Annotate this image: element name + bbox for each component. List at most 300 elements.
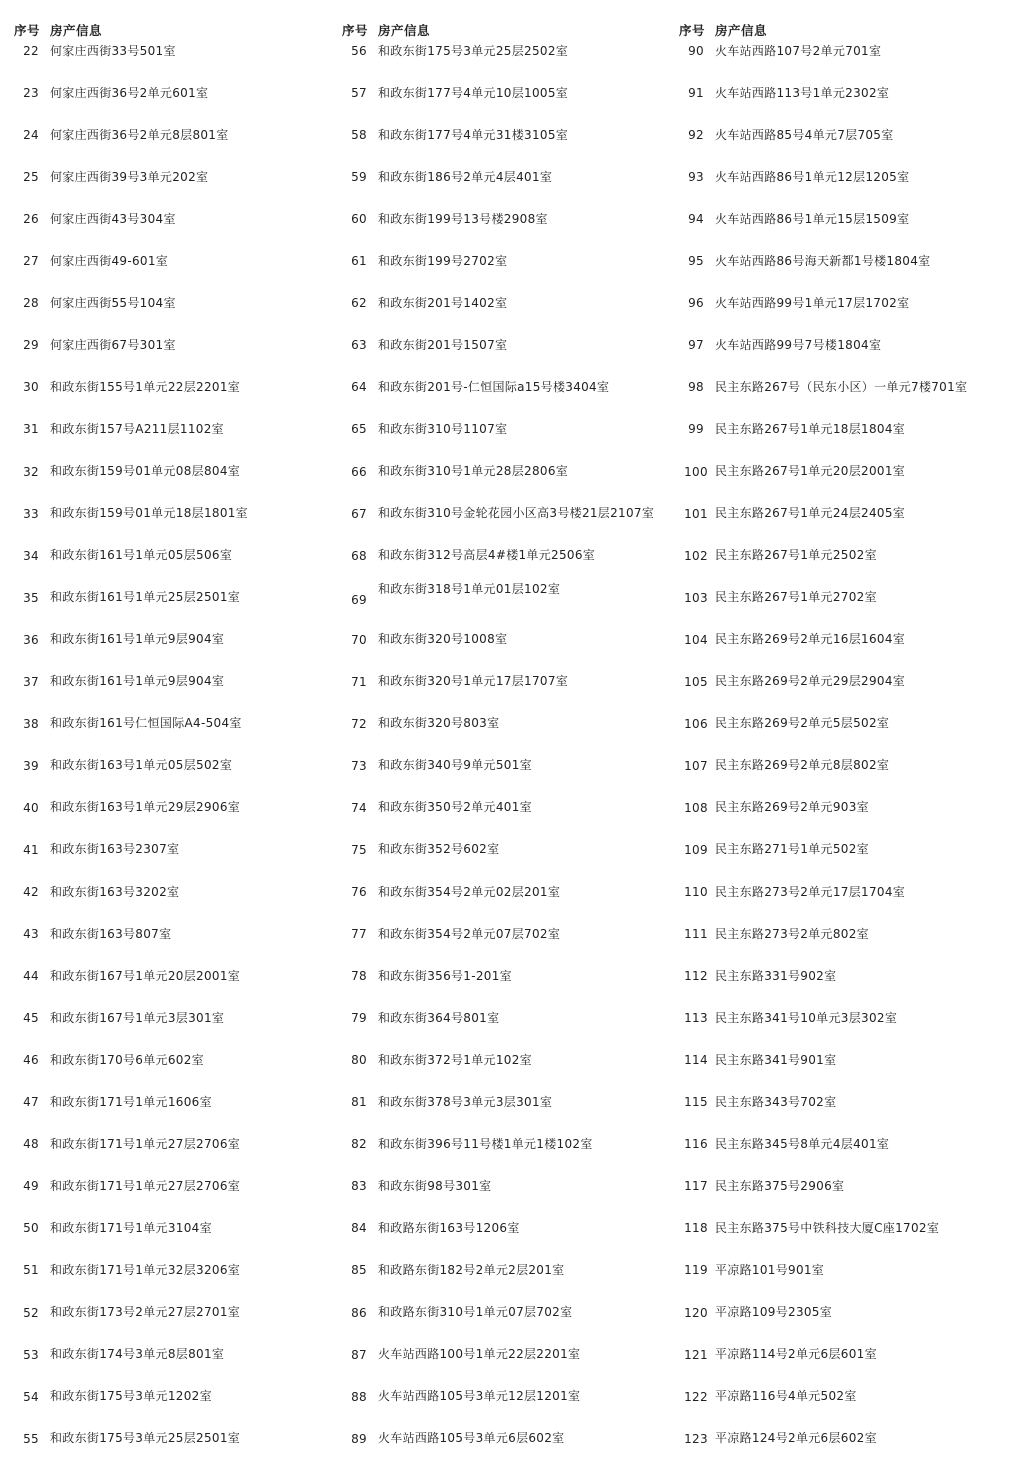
table-row bbox=[14, 1207, 334, 1249]
row-serial-number: 83 bbox=[351, 1179, 367, 1194]
row-property-info: 火车站西路86号1单元15层1509室 bbox=[715, 211, 910, 226]
row-property-info: 和政东街312号高层4#楼1单元2506室 bbox=[378, 548, 596, 563]
property-column-2 bbox=[342, 18, 672, 1446]
row-serial-number: 105 bbox=[684, 674, 708, 689]
row-serial-number: 92 bbox=[688, 128, 704, 143]
row-property-info: 和政东街201号1402室 bbox=[378, 295, 508, 310]
row-property-info: 和政东街161号仁恒国际A4-504室 bbox=[50, 716, 242, 731]
row-property-info: 和政东街163号2307室 bbox=[50, 842, 180, 857]
row-serial-number: 45 bbox=[23, 1011, 39, 1026]
row-serial-number: 74 bbox=[351, 800, 367, 815]
row-property-info: 民主东路271号1单元502室 bbox=[715, 842, 869, 857]
row-serial-number: 35 bbox=[23, 590, 39, 605]
row-serial-number: 113 bbox=[684, 1011, 708, 1026]
row-property-info: 平凉路101号901室 bbox=[715, 1262, 825, 1277]
row-serial-number: 29 bbox=[23, 338, 39, 353]
row-property-info: 和政东街175号3单元25层2501室 bbox=[50, 1431, 241, 1446]
row-serial-number: 59 bbox=[351, 170, 367, 185]
row-property-info: 民主东路331号902室 bbox=[715, 968, 837, 983]
table-row bbox=[14, 72, 334, 114]
row-property-info: 和政东街177号4单元31楼3105室 bbox=[378, 127, 569, 142]
row-property-info: 和政东街310号1107室 bbox=[378, 421, 508, 436]
table-row bbox=[679, 997, 1015, 1039]
row-serial-number: 46 bbox=[23, 1053, 39, 1068]
row-property-info: 平凉路124号2单元6层602室 bbox=[715, 1431, 877, 1446]
row-serial-number: 87 bbox=[351, 1347, 367, 1362]
table-row bbox=[342, 114, 672, 156]
row-serial-number: 23 bbox=[23, 86, 39, 101]
row-property-info: 和政东街175号3单元25层2502室 bbox=[378, 43, 569, 58]
table-row bbox=[342, 535, 672, 577]
table-row bbox=[342, 198, 672, 240]
row-property-info: 和政东街171号1单元27层2706室 bbox=[50, 1136, 241, 1151]
row-serial-number: 38 bbox=[23, 716, 39, 731]
row-property-info: 和政东街320号1008室 bbox=[378, 632, 508, 647]
row-serial-number: 107 bbox=[684, 758, 708, 773]
table-row bbox=[342, 1334, 672, 1376]
row-property-info: 民主东路269号2单元8层802室 bbox=[715, 758, 890, 773]
row-property-info: 何家庄西街49-601室 bbox=[50, 253, 169, 268]
row-serial-number: 118 bbox=[684, 1221, 708, 1236]
row-property-info: 和政东街155号1单元22层2201室 bbox=[50, 379, 241, 394]
row-property-info: 和政东街161号1单元9层904室 bbox=[50, 632, 225, 647]
row-property-info: 何家庄西街43号304室 bbox=[50, 211, 176, 226]
row-property-info: 和政路东街163号1206室 bbox=[378, 1220, 520, 1235]
row-property-info: 何家庄西街36号2单元8层801室 bbox=[50, 127, 229, 142]
table-row bbox=[14, 955, 334, 997]
table-row bbox=[679, 1081, 1015, 1123]
row-serial-number: 43 bbox=[23, 927, 39, 942]
header-serial-number: 序号 bbox=[14, 23, 41, 38]
row-property-info: 民主东路269号2单元16层1604室 bbox=[715, 632, 906, 647]
table-row bbox=[679, 955, 1015, 997]
row-serial-number: 120 bbox=[684, 1305, 708, 1320]
row-property-info: 民主东路345号8单元4层401室 bbox=[715, 1136, 890, 1151]
row-property-info: 火车站西路86号1单元12层1205室 bbox=[715, 169, 910, 184]
row-serial-number: 25 bbox=[23, 170, 39, 185]
table-row bbox=[679, 198, 1015, 240]
row-serial-number: 78 bbox=[351, 969, 367, 984]
row-serial-number: 68 bbox=[351, 548, 367, 563]
row-property-info: 平凉路109号2305室 bbox=[715, 1305, 833, 1319]
row-serial-number: 106 bbox=[684, 716, 708, 731]
row-serial-number: 108 bbox=[684, 800, 708, 815]
table-row bbox=[14, 1039, 334, 1081]
row-property-info: 民主东路269号2单元903室 bbox=[715, 800, 869, 815]
row-property-info: 和政路东街310号1单元07层702室 bbox=[378, 1305, 573, 1319]
row-serial-number: 61 bbox=[351, 254, 367, 269]
row-property-info: 和政东街167号1单元20层2001室 bbox=[50, 968, 241, 983]
row-property-info: 民主东路269号2单元5层502室 bbox=[715, 716, 890, 731]
row-serial-number: 88 bbox=[351, 1389, 367, 1404]
row-serial-number: 31 bbox=[23, 422, 39, 437]
row-property-info: 和政东街159号01单元18层1801室 bbox=[50, 506, 248, 521]
table-row bbox=[679, 1039, 1015, 1081]
row-serial-number: 84 bbox=[351, 1221, 367, 1236]
row-serial-number: 30 bbox=[23, 380, 39, 395]
table-row bbox=[342, 997, 672, 1039]
table-row bbox=[679, 114, 1015, 156]
row-property-info: 平凉路116号4单元502室 bbox=[715, 1389, 857, 1404]
row-property-info: 火车站西路107号2单元701室 bbox=[715, 43, 882, 58]
table-row bbox=[342, 1418, 672, 1460]
table-row bbox=[679, 1334, 1015, 1376]
table-row bbox=[679, 1376, 1015, 1418]
table-row bbox=[14, 703, 334, 745]
row-property-info: 和政东街354号2单元07层702室 bbox=[378, 926, 561, 941]
row-property-info: 民主东路269号2单元29层2904室 bbox=[715, 674, 906, 689]
table-row bbox=[679, 619, 1015, 661]
table-row bbox=[679, 1165, 1015, 1207]
table-row bbox=[14, 1418, 334, 1460]
table-row bbox=[14, 871, 334, 913]
row-property-info: 火车站西路86号海天新都1号楼1804室 bbox=[715, 253, 931, 268]
row-property-info: 和政东街310号1单元28层2806室 bbox=[378, 464, 569, 478]
row-serial-number: 67 bbox=[351, 506, 367, 521]
table-row bbox=[679, 324, 1015, 366]
table-row bbox=[342, 156, 672, 198]
table-row bbox=[14, 156, 334, 198]
table-row bbox=[14, 366, 334, 408]
row-property-info: 和政东街177号4单元10层1005室 bbox=[378, 85, 569, 100]
header-property-info: 房产信息 bbox=[378, 23, 431, 38]
row-serial-number: 102 bbox=[684, 548, 708, 563]
row-property-info: 和政东街171号1单元27层2706室 bbox=[50, 1178, 241, 1193]
table-row bbox=[679, 240, 1015, 282]
row-serial-number: 37 bbox=[23, 674, 39, 689]
row-serial-number: 41 bbox=[23, 842, 39, 857]
row-serial-number: 94 bbox=[688, 212, 704, 227]
table-row bbox=[14, 997, 334, 1039]
row-serial-number: 77 bbox=[351, 927, 367, 942]
table-row bbox=[14, 198, 334, 240]
table-row bbox=[14, 324, 334, 366]
row-property-info: 和政东街163号1单元05层502室 bbox=[50, 758, 233, 773]
table-row bbox=[14, 282, 334, 324]
table-row bbox=[679, 493, 1015, 535]
row-serial-number: 40 bbox=[23, 800, 39, 815]
row-serial-number: 69 bbox=[351, 592, 367, 607]
table-row bbox=[679, 871, 1015, 913]
row-property-info: 何家庄西街39号3单元202室 bbox=[50, 169, 209, 184]
row-property-info: 和政东街320号803室 bbox=[378, 716, 500, 731]
row-property-info: 和政东街364号801室 bbox=[378, 1010, 500, 1025]
row-property-info: 和政东街159号01单元08层804室 bbox=[50, 464, 241, 478]
row-property-info: 民主东路375号2906室 bbox=[715, 1178, 845, 1193]
row-serial-number: 97 bbox=[688, 338, 704, 353]
row-serial-number: 49 bbox=[23, 1179, 39, 1194]
row-serial-number: 96 bbox=[688, 296, 704, 311]
table-row bbox=[342, 1039, 672, 1081]
table-row bbox=[342, 30, 672, 72]
row-property-info: 和政东街201号1507室 bbox=[378, 337, 508, 352]
table-row bbox=[14, 1376, 334, 1418]
row-property-info: 和政东街167号1单元3层301室 bbox=[50, 1010, 225, 1025]
table-row bbox=[14, 1292, 334, 1334]
row-serial-number: 104 bbox=[684, 632, 708, 647]
table-row bbox=[679, 1123, 1015, 1165]
table-row bbox=[342, 577, 672, 619]
row-serial-number: 36 bbox=[23, 632, 39, 647]
table-row bbox=[342, 745, 672, 787]
header-property-info: 房产信息 bbox=[50, 23, 103, 38]
row-serial-number: 50 bbox=[23, 1221, 39, 1236]
table-row bbox=[679, 408, 1015, 450]
table-row bbox=[342, 955, 672, 997]
row-serial-number: 56 bbox=[351, 44, 367, 58]
row-serial-number: 95 bbox=[688, 254, 704, 269]
row-serial-number: 82 bbox=[351, 1137, 367, 1152]
table-row bbox=[342, 72, 672, 114]
row-serial-number: 121 bbox=[684, 1347, 708, 1362]
table-row bbox=[679, 913, 1015, 955]
row-serial-number: 117 bbox=[684, 1179, 708, 1194]
row-property-info: 和政东街372号1单元102室 bbox=[378, 1052, 532, 1067]
row-serial-number: 60 bbox=[351, 212, 367, 227]
row-property-info: 和政东街201号-仁恒国际a15号楼3404室 bbox=[378, 379, 610, 394]
row-property-info: 和政东街350号2单元401室 bbox=[378, 800, 532, 815]
table-row bbox=[14, 408, 334, 450]
table-row bbox=[679, 745, 1015, 787]
row-serial-number: 63 bbox=[351, 338, 367, 353]
row-property-info: 民主东路267号（民东小区）一单元7楼701室 bbox=[715, 379, 968, 394]
row-property-info: 和政东街161号1单元9层904室 bbox=[50, 674, 225, 689]
row-serial-number: 75 bbox=[351, 842, 367, 857]
row-property-info: 火车站西路105号3单元12层1201室 bbox=[378, 1389, 581, 1404]
row-property-info: 和政东街199号13号楼2908室 bbox=[378, 211, 548, 226]
row-property-info: 和政东街378号3单元3层301室 bbox=[378, 1094, 553, 1109]
row-property-info: 何家庄西街67号301室 bbox=[50, 337, 176, 352]
table-row bbox=[342, 703, 672, 745]
row-property-info: 和政东街354号2单元02层201室 bbox=[378, 884, 561, 899]
table-row bbox=[14, 535, 334, 577]
row-property-info: 民主东路267号1单元24层2405室 bbox=[715, 506, 906, 521]
row-property-info: 和政东街318号1单元01层102室 bbox=[378, 581, 561, 596]
row-property-info: 民主东路273号2单元802室 bbox=[715, 926, 869, 941]
table-row bbox=[679, 451, 1015, 493]
table-row bbox=[679, 1207, 1015, 1249]
row-serial-number: 53 bbox=[23, 1347, 39, 1362]
row-property-info: 和政东街161号1单元05层506室 bbox=[50, 548, 233, 563]
header-serial-number: 序号 bbox=[342, 23, 369, 38]
row-property-info: 平凉路114号2单元6层601室 bbox=[715, 1347, 877, 1362]
property-column-1 bbox=[14, 18, 334, 1446]
row-serial-number: 115 bbox=[684, 1095, 708, 1110]
table-row bbox=[679, 703, 1015, 745]
row-serial-number: 122 bbox=[684, 1389, 708, 1404]
table-row bbox=[14, 1123, 334, 1165]
row-property-info: 火车站西路113号1单元2302室 bbox=[715, 85, 890, 100]
row-property-info: 和政东街352号602室 bbox=[378, 842, 500, 857]
table-row bbox=[14, 787, 334, 829]
row-property-info: 和政东街98号301室 bbox=[378, 1178, 492, 1193]
table-row bbox=[14, 493, 334, 535]
row-serial-number: 66 bbox=[351, 464, 367, 479]
row-serial-number: 58 bbox=[351, 128, 367, 143]
table-row bbox=[14, 451, 334, 493]
row-serial-number: 39 bbox=[23, 758, 39, 773]
table-row bbox=[342, 1376, 672, 1418]
row-property-info: 和政东街320号1单元17层1707室 bbox=[378, 674, 569, 689]
row-serial-number: 79 bbox=[351, 1011, 367, 1026]
row-property-info: 民主东路267号1单元20层2001室 bbox=[715, 464, 906, 478]
table-row bbox=[14, 30, 334, 72]
table-row bbox=[14, 829, 334, 871]
row-serial-number: 72 bbox=[351, 716, 367, 731]
table-row bbox=[342, 1081, 672, 1123]
row-serial-number: 62 bbox=[351, 296, 367, 311]
table-row bbox=[342, 1123, 672, 1165]
table-row bbox=[679, 156, 1015, 198]
table-row bbox=[14, 745, 334, 787]
row-property-info: 民主东路267号1单元2502室 bbox=[715, 548, 877, 563]
row-property-info: 何家庄西街33号501室 bbox=[50, 43, 176, 58]
row-property-info: 和政东街396号11号楼1单元1楼102室 bbox=[378, 1136, 593, 1151]
row-serial-number: 70 bbox=[351, 632, 367, 647]
table-row bbox=[679, 1292, 1015, 1334]
row-property-info: 和政东街171号1单元3104室 bbox=[50, 1220, 212, 1235]
row-property-info: 和政东街173号2单元27层2701室 bbox=[50, 1305, 241, 1319]
row-serial-number: 32 bbox=[23, 464, 39, 479]
row-serial-number: 33 bbox=[23, 506, 39, 521]
row-property-info: 民主东路375号中铁科技大厦C座1702室 bbox=[715, 1220, 940, 1235]
table-row bbox=[342, 661, 672, 703]
row-serial-number: 119 bbox=[684, 1263, 708, 1278]
row-serial-number: 65 bbox=[351, 422, 367, 437]
row-property-info: 民主东路341号901室 bbox=[715, 1052, 837, 1067]
table-row bbox=[14, 577, 334, 619]
row-property-info: 民主东路343号702室 bbox=[715, 1094, 837, 1109]
row-serial-number: 71 bbox=[351, 674, 367, 689]
table-row bbox=[342, 240, 672, 282]
row-serial-number: 22 bbox=[23, 44, 39, 58]
row-property-info: 和政东街161号1单元25层2501室 bbox=[50, 590, 241, 605]
row-property-info: 民主东路267号1单元18层1804室 bbox=[715, 421, 906, 436]
row-property-info: 和政东街174号3单元8层801室 bbox=[50, 1347, 225, 1362]
row-serial-number: 42 bbox=[23, 885, 39, 899]
table-row bbox=[679, 535, 1015, 577]
row-property-info: 民主东路341号10单元3层302室 bbox=[715, 1010, 898, 1025]
table-row bbox=[679, 30, 1015, 72]
row-serial-number: 114 bbox=[684, 1053, 708, 1068]
row-property-info: 和政东街356号1-201室 bbox=[378, 968, 512, 983]
table-row bbox=[14, 240, 334, 282]
table-row bbox=[679, 577, 1015, 619]
row-property-info: 和政东街170号6单元602室 bbox=[50, 1052, 204, 1067]
table-row bbox=[679, 661, 1015, 703]
row-serial-number: 98 bbox=[688, 380, 704, 395]
property-column-3 bbox=[679, 18, 1015, 1446]
row-serial-number: 57 bbox=[351, 86, 367, 101]
table-row bbox=[679, 282, 1015, 324]
row-property-info: 和政东街340号9单元501室 bbox=[378, 758, 532, 773]
row-property-info: 火车站西路99号1单元17层1702室 bbox=[715, 295, 910, 310]
row-serial-number: 100 bbox=[684, 464, 708, 479]
table-row bbox=[14, 1081, 334, 1123]
row-serial-number: 44 bbox=[23, 969, 39, 984]
row-serial-number: 34 bbox=[23, 548, 39, 563]
row-serial-number: 81 bbox=[351, 1095, 367, 1110]
row-serial-number: 47 bbox=[23, 1095, 39, 1110]
row-serial-number: 116 bbox=[684, 1137, 708, 1152]
row-serial-number: 93 bbox=[688, 170, 704, 185]
table-row bbox=[342, 366, 672, 408]
row-serial-number: 91 bbox=[688, 86, 704, 101]
row-serial-number: 52 bbox=[23, 1305, 39, 1320]
row-serial-number: 123 bbox=[684, 1431, 708, 1446]
row-property-info: 何家庄西街36号2单元601室 bbox=[50, 85, 209, 100]
row-serial-number: 64 bbox=[351, 380, 367, 395]
row-property-info: 和政路东街182号2单元2层201室 bbox=[378, 1262, 565, 1277]
table-row bbox=[342, 1249, 672, 1291]
table-row bbox=[14, 114, 334, 156]
row-serial-number: 101 bbox=[684, 506, 708, 521]
row-property-info: 和政东街171号1单元1606室 bbox=[50, 1094, 212, 1109]
row-property-info: 和政东街171号1单元32层3206室 bbox=[50, 1262, 241, 1277]
row-serial-number: 55 bbox=[23, 1431, 39, 1446]
table-row bbox=[342, 451, 672, 493]
row-property-info: 民主东路273号2单元17层1704室 bbox=[715, 884, 906, 899]
row-serial-number: 28 bbox=[23, 296, 39, 311]
row-property-info: 何家庄西街55号104室 bbox=[50, 295, 176, 310]
row-property-info: 民主东路267号1单元2702室 bbox=[715, 590, 877, 605]
row-property-info: 和政东街199号2702室 bbox=[378, 253, 508, 268]
table-row bbox=[14, 1249, 334, 1291]
row-serial-number: 27 bbox=[23, 254, 39, 269]
row-property-info: 和政东街157号A211层1102室 bbox=[50, 421, 224, 436]
table-row bbox=[679, 1418, 1015, 1460]
row-serial-number: 86 bbox=[351, 1305, 367, 1320]
row-serial-number: 48 bbox=[23, 1137, 39, 1152]
row-property-info: 和政东街163号3202室 bbox=[50, 884, 180, 899]
table-row bbox=[14, 1334, 334, 1376]
table-row bbox=[342, 871, 672, 913]
row-property-info: 和政东街163号807室 bbox=[50, 926, 172, 941]
row-serial-number: 80 bbox=[351, 1053, 367, 1068]
row-property-info: 和政东街186号2单元4层401室 bbox=[378, 169, 553, 184]
row-property-info: 和政东街175号3单元1202室 bbox=[50, 1389, 212, 1404]
header-property-info: 房产信息 bbox=[715, 23, 768, 38]
table-row bbox=[14, 661, 334, 703]
row-serial-number: 51 bbox=[23, 1263, 39, 1278]
table-row bbox=[342, 787, 672, 829]
table-row bbox=[342, 1165, 672, 1207]
row-serial-number: 112 bbox=[684, 969, 708, 984]
table-row bbox=[679, 829, 1015, 871]
row-serial-number: 85 bbox=[351, 1263, 367, 1278]
table-row bbox=[342, 493, 672, 535]
table-row bbox=[14, 619, 334, 661]
row-property-info: 火车站西路105号3单元6层602室 bbox=[378, 1431, 565, 1446]
row-property-info: 和政东街310号金轮花园小区高3号楼21层2107室 bbox=[378, 506, 655, 521]
table-row bbox=[342, 913, 672, 955]
table-row bbox=[679, 72, 1015, 114]
table-row bbox=[342, 1207, 672, 1249]
table-row bbox=[342, 1292, 672, 1334]
table-row bbox=[342, 829, 672, 871]
table-row bbox=[14, 1165, 334, 1207]
header-serial-number: 序号 bbox=[679, 23, 706, 38]
table-row bbox=[342, 619, 672, 661]
table-row bbox=[342, 324, 672, 366]
row-serial-number: 111 bbox=[684, 927, 708, 942]
row-serial-number: 99 bbox=[688, 422, 704, 437]
table-row bbox=[679, 787, 1015, 829]
row-serial-number: 109 bbox=[684, 842, 708, 857]
table-row bbox=[679, 366, 1015, 408]
table-row bbox=[342, 282, 672, 324]
row-serial-number: 110 bbox=[684, 885, 708, 899]
